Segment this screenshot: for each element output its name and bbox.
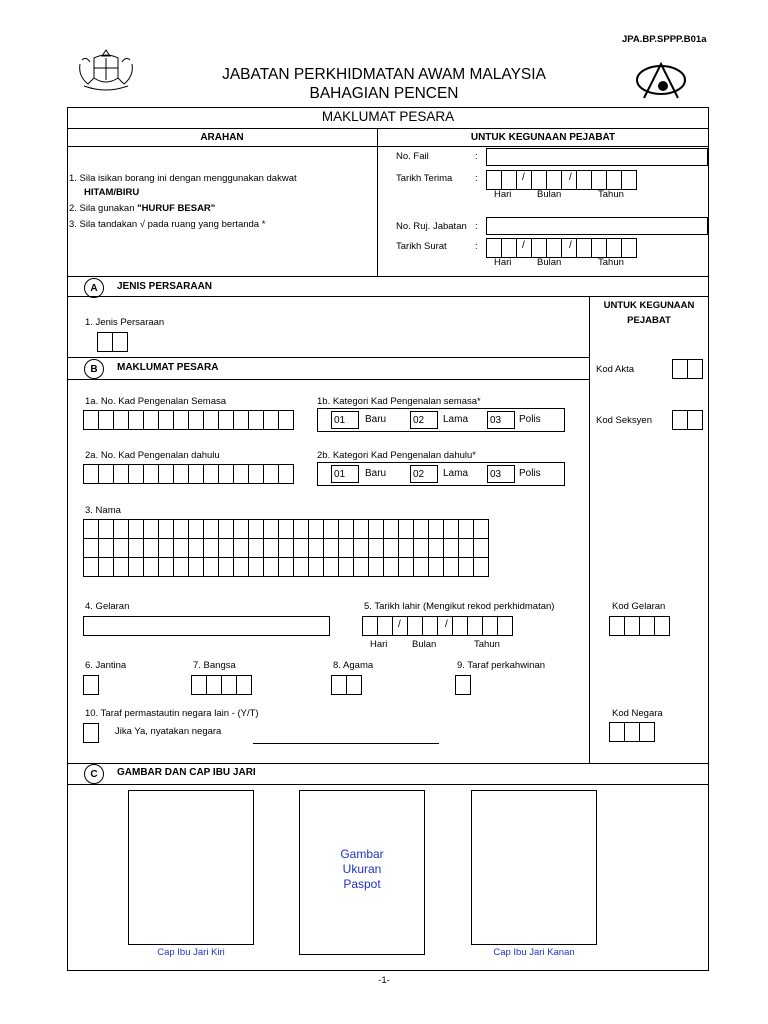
cat-label-baru: Baru bbox=[365, 468, 387, 479]
colon: : bbox=[475, 173, 478, 184]
date-slash: / bbox=[522, 240, 525, 251]
bangsa-label: 7. Bangsa bbox=[193, 660, 236, 671]
gambar-line-1: Gambar bbox=[340, 847, 384, 861]
pemastautin-input[interactable] bbox=[83, 723, 99, 743]
arahan-line1b: HITAM/BIRU bbox=[84, 187, 140, 198]
dept-title: JABATAN PERKHIDMATAN AWAM MALAYSIA bbox=[222, 66, 546, 83]
division-title: BAHAGIAN PENCEN bbox=[309, 85, 459, 102]
arahan-line2: 2. Sila gunakan "HURUF BESAR" bbox=[69, 203, 216, 214]
nama-input-row-1[interactable] bbox=[83, 519, 489, 539]
section-b-title: MAKLUMAT PESARA bbox=[117, 362, 219, 373]
cat-code-01[interactable]: 01 bbox=[331, 465, 359, 483]
gambar-line-3: Paspot bbox=[343, 877, 381, 891]
no-fail-label: No. Fail bbox=[396, 151, 429, 162]
hari-label: Hari bbox=[494, 189, 512, 200]
section-a-badge: A bbox=[84, 278, 104, 298]
kod-gelaran-input[interactable] bbox=[609, 616, 670, 636]
cat-code-02[interactable]: 02 bbox=[410, 465, 438, 483]
kat-semasa-group bbox=[317, 408, 565, 432]
cat-label-lama: Lama bbox=[443, 468, 469, 479]
date-slash: / bbox=[569, 240, 572, 251]
kod-akta-input[interactable] bbox=[672, 359, 703, 379]
cat-label-polis: Polis bbox=[519, 414, 541, 425]
date-slash: / bbox=[398, 619, 401, 630]
kod-akta-label: Kod Akta bbox=[596, 364, 635, 375]
section-b-badge: B bbox=[84, 359, 104, 379]
kod-seksyen-label: Kod Seksyen bbox=[596, 415, 652, 426]
gambar-caption bbox=[299, 847, 425, 892]
colon: : bbox=[475, 241, 478, 252]
agama-input[interactable] bbox=[331, 675, 362, 695]
no-ruj-label: No. Ruj. Jabatan bbox=[396, 221, 467, 232]
cap-kanan-label: Cap Ibu Jari Kanan bbox=[493, 947, 575, 958]
bulan-label: Bulan bbox=[537, 257, 562, 268]
agama-label: 8. Agama bbox=[333, 660, 374, 671]
arahan-header: ARAHAN bbox=[200, 132, 244, 143]
tarikh-terima-label: Tarikh Terima bbox=[396, 173, 453, 184]
pension-logo-icon bbox=[630, 58, 692, 102]
kod-gelaran-label: Kod Gelaran bbox=[612, 601, 666, 612]
tarikh-lahir-label: 5. Tarikh lahir (Mengikut rekod perkhidmatan) bbox=[364, 601, 555, 612]
bulan-label: Bulan bbox=[412, 639, 437, 650]
cap-kiri-label: Cap Ibu Jari Kiri bbox=[157, 947, 225, 958]
cat-code-02[interactable]: 02 bbox=[410, 411, 438, 429]
form-code: JPA.BP.SPPP.B01a bbox=[622, 34, 707, 45]
cat-label-lama: Lama bbox=[443, 414, 469, 425]
kod-seksyen-input[interactable] bbox=[672, 410, 703, 430]
date-slash: / bbox=[445, 619, 448, 630]
kod-negara-label: Kod Negara bbox=[612, 708, 663, 719]
office-use-header: UNTUK KEGUNAAN bbox=[603, 300, 695, 311]
kat-dahulu-label: 2b. Kategori Kad Pengenalan dahulu* bbox=[317, 450, 476, 461]
cap-ibu-jari-kiri-box[interactable] bbox=[128, 790, 254, 945]
hari-label: Hari bbox=[370, 639, 388, 650]
tarikh-surat-input[interactable] bbox=[486, 238, 637, 258]
office-use-header-2: PEJABAT bbox=[627, 315, 671, 326]
form-title: MAKLUMAT PESARA bbox=[321, 109, 455, 124]
kat-dahulu-group bbox=[317, 462, 565, 486]
hari-label: Hari bbox=[494, 257, 512, 268]
ic-dahulu-label: 2a. No. Kad Pengenalan dahulu bbox=[85, 450, 220, 461]
jenis-persaraan-label: 1. Jenis Persaraan bbox=[85, 317, 165, 328]
tahun-label: Tahun bbox=[474, 639, 500, 650]
date-slash: / bbox=[522, 172, 525, 183]
ic-dahulu-input[interactable] bbox=[83, 464, 294, 484]
jika-ya-label: Jika Ya, nyatakan negara bbox=[115, 726, 222, 737]
tahun-label: Tahun bbox=[598, 189, 624, 200]
jenis-persaraan-input[interactable] bbox=[97, 332, 128, 352]
cat-code-03[interactable]: 03 bbox=[487, 465, 515, 483]
bulan-label: Bulan bbox=[537, 189, 562, 200]
gelaran-input[interactable] bbox=[83, 616, 330, 636]
tarikh-terima-input[interactable] bbox=[486, 170, 637, 190]
tahun-label: Tahun bbox=[598, 257, 624, 268]
taraf-perkahwinan-label: 9. Taraf perkahwinan bbox=[457, 660, 546, 671]
cap-ibu-jari-kanan-box[interactable] bbox=[471, 790, 597, 945]
gelaran-label: 4. Gelaran bbox=[85, 601, 130, 612]
negara-input-line[interactable] bbox=[253, 743, 439, 744]
no-fail-input[interactable] bbox=[486, 148, 708, 166]
pemastautin-label: 10. Taraf permastautin negara lain - (Y/T) bbox=[85, 708, 259, 719]
kat-semasa-label: 1b. Kategori Kad Pengenalan semasa* bbox=[317, 396, 481, 407]
arahan-line3: 3. Sila tandakan √ pada ruang yang bertanda * bbox=[69, 219, 266, 230]
colon: : bbox=[475, 221, 478, 232]
tarikh-lahir-input[interactable] bbox=[362, 616, 513, 636]
ic-semasa-input[interactable] bbox=[83, 410, 294, 430]
nama-input-row-3[interactable] bbox=[83, 557, 489, 577]
date-slash: / bbox=[569, 172, 572, 183]
kod-negara-input[interactable] bbox=[609, 722, 655, 742]
section-c-badge: C bbox=[84, 764, 104, 784]
colon: : bbox=[475, 151, 478, 162]
jantina-label: 6. Jantina bbox=[85, 660, 127, 671]
arahan-line1: 1. Sila isikan borang ini dengan menggunakan dakwat bbox=[69, 173, 297, 184]
cat-code-01[interactable]: 01 bbox=[331, 411, 359, 429]
tarikh-surat-label: Tarikh Surat bbox=[396, 241, 447, 252]
cat-label-baru: Baru bbox=[365, 414, 387, 425]
ic-semasa-label: 1a. No. Kad Pengenalan Semasa bbox=[85, 396, 227, 407]
office-header: UNTUK KEGUNAAN PEJABAT bbox=[470, 132, 616, 143]
cat-code-03[interactable]: 03 bbox=[487, 411, 515, 429]
no-ruj-input[interactable] bbox=[486, 217, 708, 235]
page-number: -1- bbox=[378, 975, 390, 986]
bangsa-input[interactable] bbox=[191, 675, 252, 695]
nama-input-row-2[interactable] bbox=[83, 538, 489, 558]
section-a-title: JENIS PERSARAAN bbox=[117, 281, 213, 292]
section-c-title: GAMBAR DAN CAP IBU JARI bbox=[117, 767, 256, 778]
nama-label: 3. Nama bbox=[85, 505, 121, 516]
cat-label-polis: Polis bbox=[519, 468, 541, 479]
jantina-input[interactable] bbox=[83, 675, 99, 695]
gambar-line-2: Ukuran bbox=[342, 862, 382, 876]
taraf-perkahwinan-input[interactable] bbox=[455, 675, 471, 695]
